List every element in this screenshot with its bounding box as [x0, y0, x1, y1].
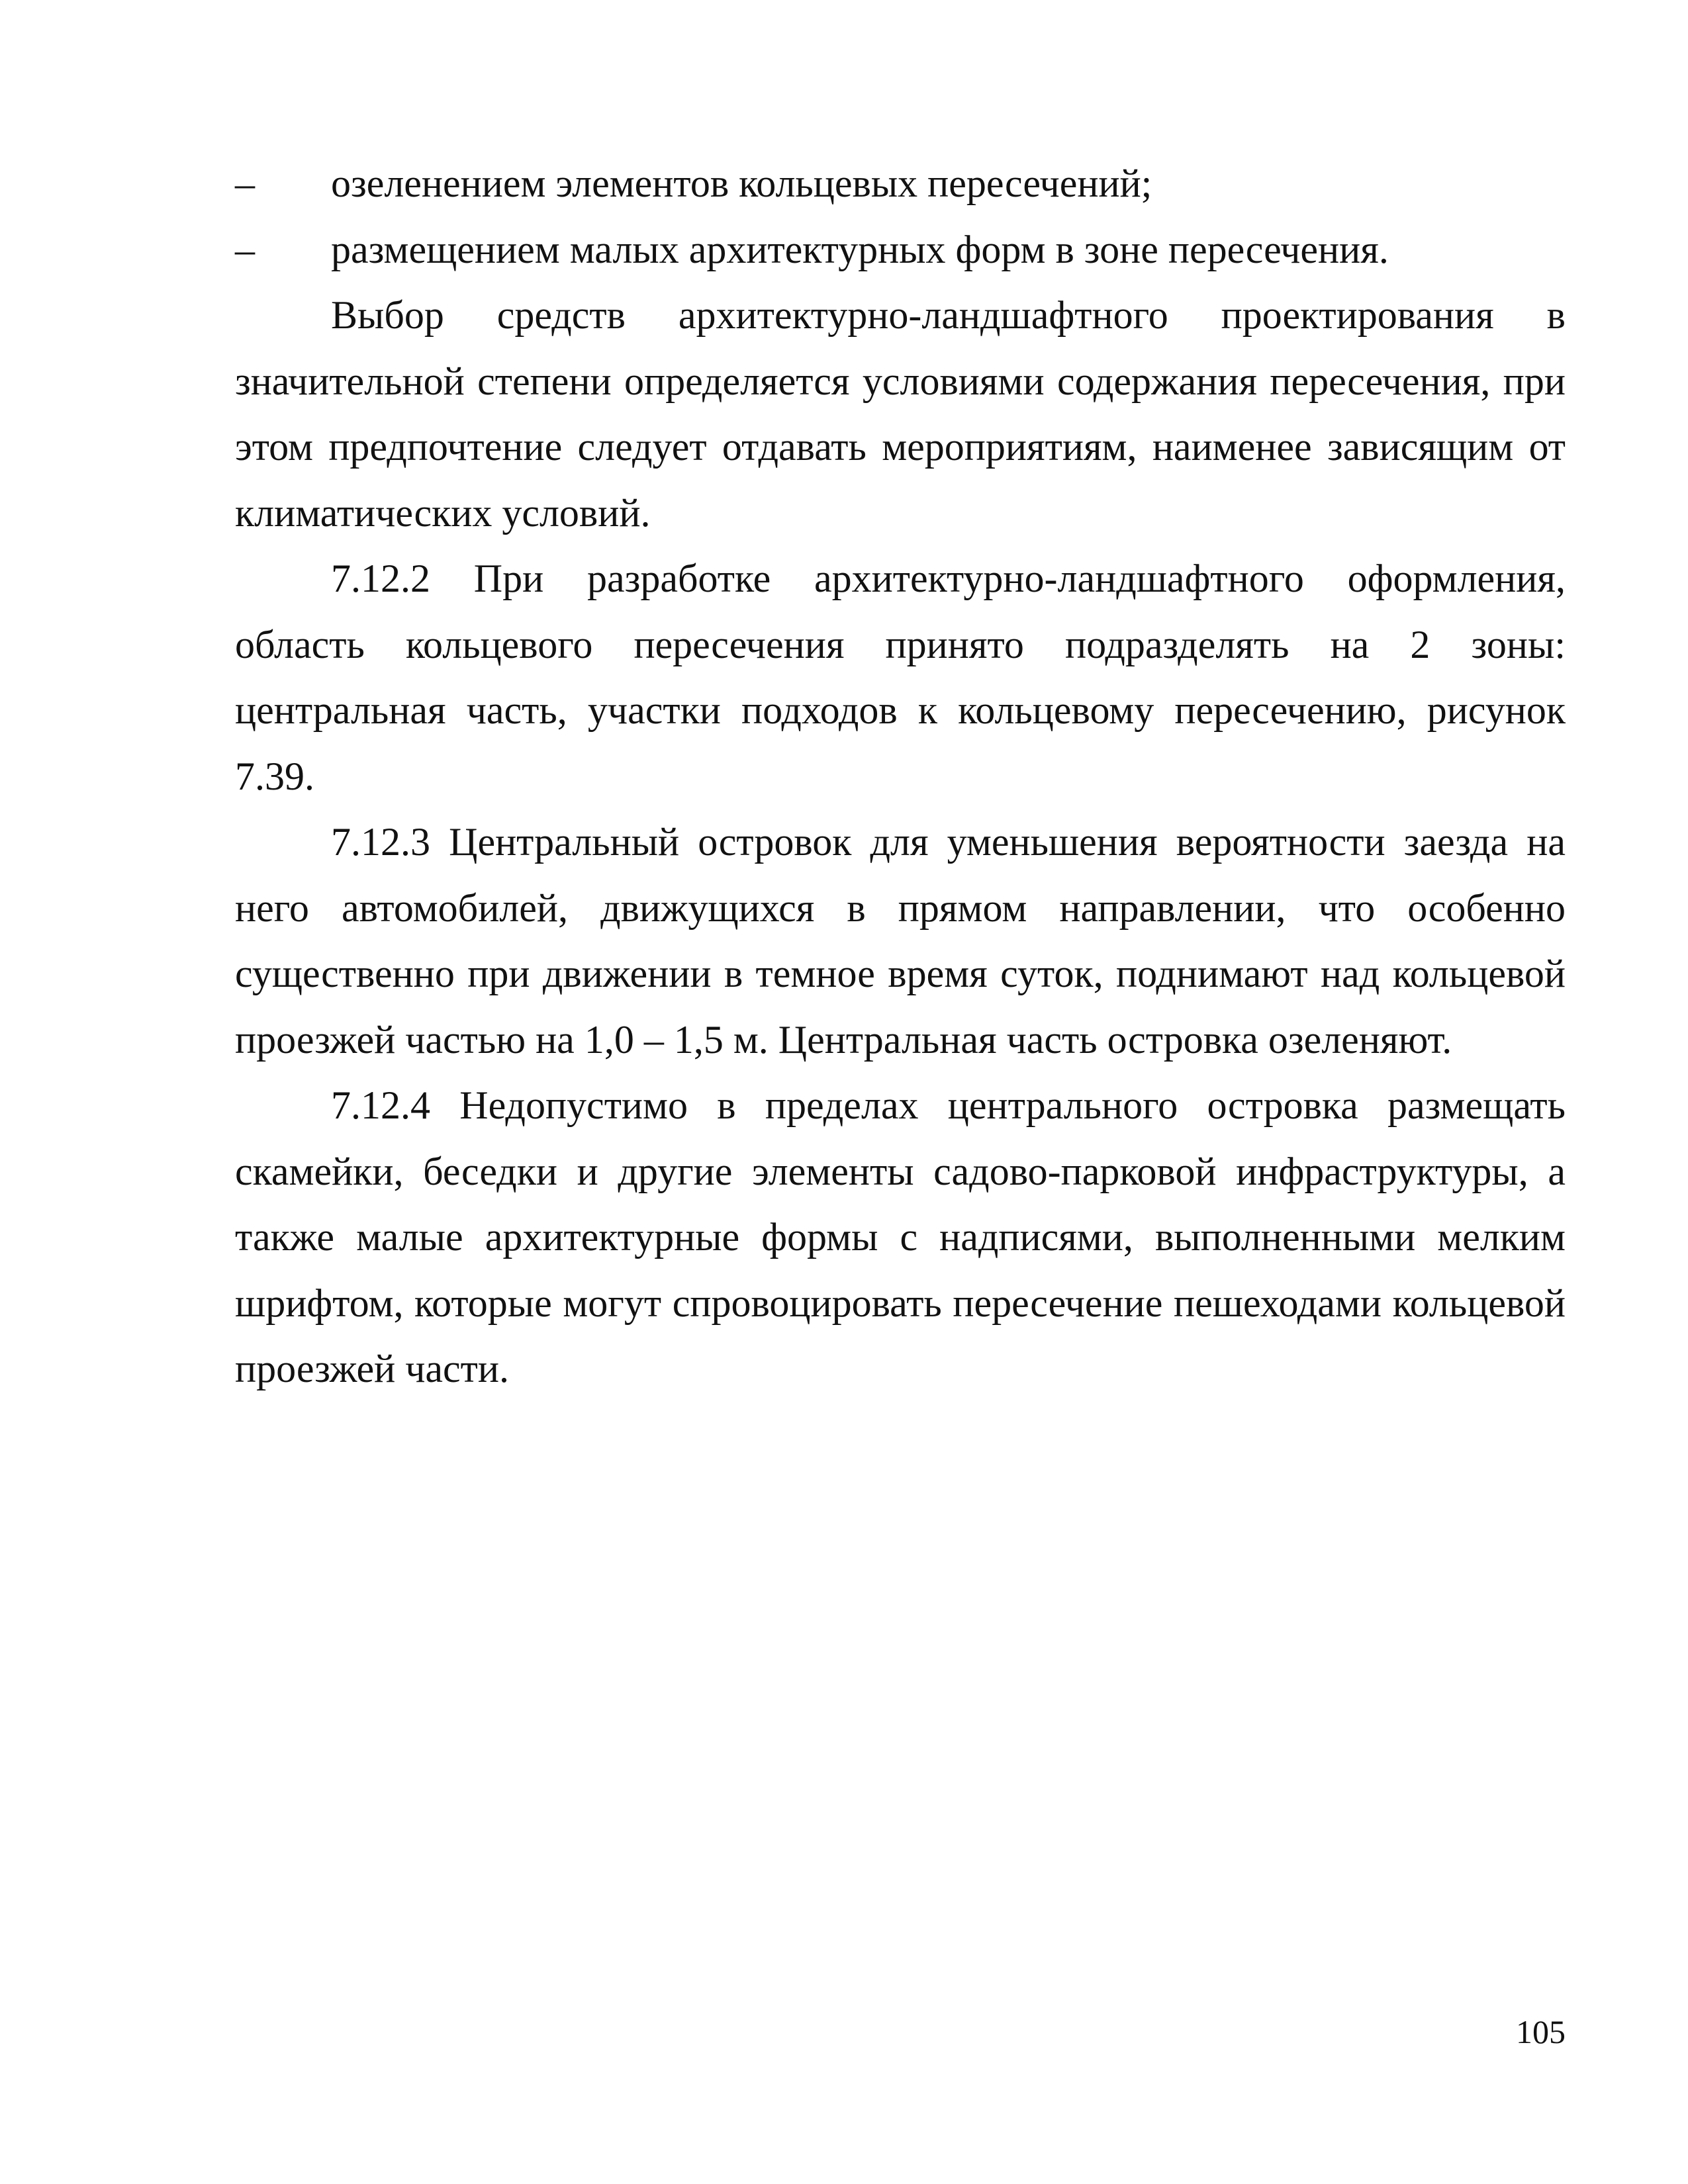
list-item-bullet-2	[235, 217, 1566, 283]
bullet-dash: –	[235, 161, 255, 205]
paragraph-7-12-4: 7.12.4 Недопустимо в пределах центрального островка размещать скамейки, беседки и другие элементы садово-парковой инфраструктуры, а также малые архитектурные формы с надписями, выполненными мелким шрифтом, которые могут спровоцировать пересечение пешеходами кольцевой проезжей части.	[235, 1083, 1566, 1390]
paragraph-7-12-2: 7.12.2 При разработке архитектурно-ландшафтного оформления, область кольцевого пересечения принято подразделять на 2 зоны: центральная часть, участки подходов к кольцевому пересечению, рисунок 7.39.	[235, 557, 1566, 798]
list-item-bullet-1	[235, 151, 1566, 217]
bullet-text: озеленением элементов кольцевых пересечений;	[331, 161, 1152, 205]
paragraph-7-12-3: 7.12.3 Центральный островок для уменьшения вероятности заезда на него автомобилей, движущихся в прямом направлении, что особенно существенно при движении в темное время суток, поднимают над кольцевой проезжей частью на 1,0 – 1,5 м. Центральная часть островка озеленяют.	[235, 820, 1566, 1062]
body-text	[235, 151, 1566, 1402]
bullet-dash: –	[235, 227, 255, 271]
paragraph-landscape-design-choice: Выбор средств архитектурно-ландшафтного проектирования в значительной степени определяется условиями содержания пересечения, при этом предпочтение следует отдавать мероприятиям, наименее зависящим от климатических условий.	[235, 293, 1566, 535]
bullet-text: размещением малых архитектурных форм в зоне пересечения.	[331, 227, 1389, 271]
page-number: 105	[1516, 2013, 1566, 2050]
